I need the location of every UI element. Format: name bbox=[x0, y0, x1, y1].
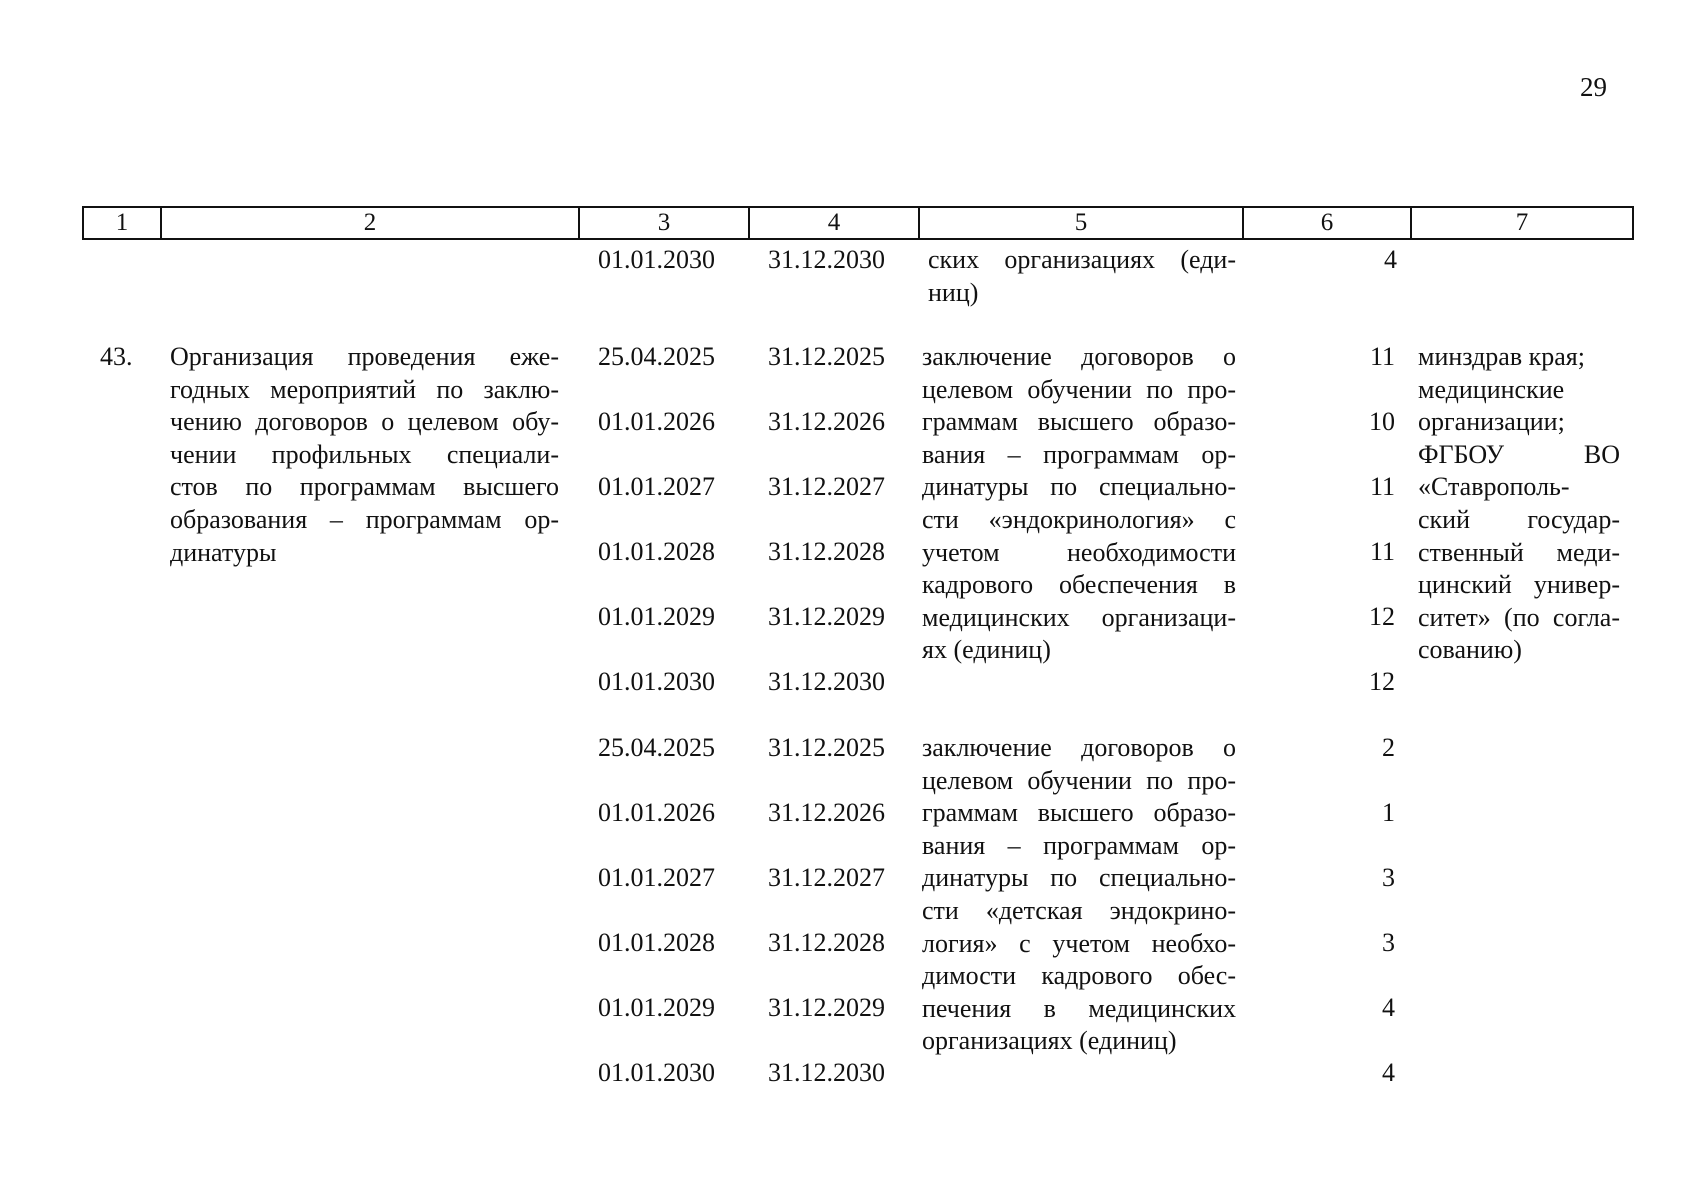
indicator-2-start-2026: 01.01.2026 bbox=[598, 798, 715, 827]
indicator-2-value-2030: 4 bbox=[1382, 1058, 1395, 1087]
indicator-2-start-2028: 01.01.2028 bbox=[598, 928, 715, 957]
item-description bbox=[170, 341, 559, 569]
text-line: граммам высшего образо- bbox=[922, 798, 1236, 828]
indicator-2-start-2027: 01.01.2027 bbox=[598, 863, 715, 892]
text-line: вания – программам ор- bbox=[922, 439, 1236, 469]
text-line: образования – программам ор- bbox=[170, 504, 559, 534]
continuation-start-date: 01.01.2030 bbox=[598, 245, 715, 274]
text-line: димости кадрового обес- bbox=[922, 961, 1236, 991]
text-line: ситет» (по согла- bbox=[1418, 602, 1620, 632]
text-line: чению договоров о целевом обу- bbox=[170, 407, 559, 437]
header-col-6: 6 bbox=[1243, 207, 1411, 239]
indicator-1-end-2026: 31.12.2026 bbox=[768, 407, 885, 436]
indicator-1-value-2026: 10 bbox=[1369, 407, 1395, 436]
indicator-2-start-2030: 01.01.2030 bbox=[598, 1058, 715, 1087]
text-line: минздрав края; bbox=[1418, 342, 1585, 371]
indicator-2-end-2027: 31.12.2027 bbox=[768, 863, 885, 892]
continuation-end-date: 31.12.2030 bbox=[768, 245, 885, 274]
header-col-7: 7 bbox=[1411, 207, 1633, 239]
text-line: логия» с учетом необхо- bbox=[922, 928, 1236, 958]
text-line: медицинские bbox=[1418, 374, 1565, 404]
indicator-1-start-2027: 01.01.2027 bbox=[598, 472, 715, 501]
indicator-1-end-2029: 31.12.2029 bbox=[768, 602, 885, 631]
indicator-1-value-2029: 12 bbox=[1369, 602, 1395, 631]
text-line: динатуры по специально- bbox=[922, 472, 1236, 502]
text-line: годных мероприятий по заклю- bbox=[170, 374, 559, 404]
indicator-1-end-2027: 31.12.2027 bbox=[768, 472, 885, 501]
header-col-5: 5 bbox=[919, 207, 1243, 239]
page-number: 29 bbox=[1580, 72, 1607, 102]
text-line: ях (единиц) bbox=[922, 635, 1051, 665]
item-number: 43. bbox=[100, 342, 133, 371]
indicator-1-start-2025: 25.04.2025 bbox=[598, 342, 715, 371]
indicator-2-end-2030: 31.12.2030 bbox=[768, 1058, 885, 1087]
text-line: вания – программам ор- bbox=[922, 830, 1236, 860]
indicator-1-start-2026: 01.01.2026 bbox=[598, 407, 715, 436]
indicator-1-start-2030: 01.01.2030 bbox=[598, 667, 715, 696]
text-line: кадрового обеспечения в bbox=[922, 570, 1236, 600]
indicator-1-end-2025: 31.12.2025 bbox=[768, 342, 885, 371]
text-line: динатуры по специально- bbox=[922, 863, 1236, 893]
indicator-1-value-2027: 11 bbox=[1369, 472, 1395, 501]
continuation-indicator-text bbox=[928, 244, 1236, 309]
indicator-2-start-2025: 25.04.2025 bbox=[598, 733, 715, 762]
text-line: стов по программам высшего bbox=[170, 472, 559, 502]
continuation-value: 4 bbox=[1384, 245, 1397, 274]
header-col-2: 2 bbox=[161, 207, 579, 239]
text-line: Организация проведения еже- bbox=[170, 342, 559, 371]
text-line: ский государ- bbox=[1418, 504, 1620, 534]
indicator-1-value-2025: 11 bbox=[1369, 342, 1395, 371]
indicator-1-value-2030: 12 bbox=[1369, 667, 1395, 696]
indicator-1-start-2028: 01.01.2028 bbox=[598, 537, 715, 566]
text-line: чении профильных специали- bbox=[170, 439, 559, 469]
text-line: динатуры bbox=[170, 537, 277, 567]
indicator-2-value-2027: 3 bbox=[1382, 863, 1395, 892]
text-line: ских организациях (еди- bbox=[928, 245, 1236, 274]
indicator-2-start-2029: 01.01.2029 bbox=[598, 993, 715, 1022]
text-line: ФГБОУ ВО bbox=[1418, 439, 1620, 469]
header-col-4: 4 bbox=[749, 207, 919, 239]
indicator-2-value-2026: 1 bbox=[1382, 798, 1395, 827]
text-line: организации; bbox=[1418, 407, 1565, 437]
text-line: граммам высшего образо- bbox=[922, 407, 1236, 437]
text-line: ниц) bbox=[928, 277, 979, 307]
header-col-1: 1 bbox=[83, 207, 161, 239]
text-line: сованию) bbox=[1418, 635, 1522, 665]
text-line: организациях (единиц) bbox=[922, 1026, 1177, 1056]
text-line: ственный меди- bbox=[1418, 537, 1620, 567]
indicator-2-end-2026: 31.12.2026 bbox=[768, 798, 885, 827]
indicator-1-end-2030: 31.12.2030 bbox=[768, 667, 885, 696]
indicator-2-value-2029: 4 bbox=[1382, 993, 1395, 1022]
text-line: печения в медицинских bbox=[922, 993, 1236, 1023]
text-line: целевом обучении по про- bbox=[922, 765, 1236, 795]
header-col-3: 3 bbox=[579, 207, 749, 239]
indicator-1-value-2028: 11 bbox=[1369, 537, 1395, 566]
text-line: заключение договоров о bbox=[922, 733, 1236, 762]
indicator-2-end-2029: 31.12.2029 bbox=[768, 993, 885, 1022]
indicator-2-end-2025: 31.12.2025 bbox=[768, 733, 885, 762]
text-line: заключение договоров о bbox=[922, 342, 1236, 371]
indicator-2-end-2028: 31.12.2028 bbox=[768, 928, 885, 957]
indicator-2-value-2028: 3 bbox=[1382, 928, 1395, 957]
text-line: цинский универ- bbox=[1418, 570, 1620, 600]
text-line: целевом обучении по про- bbox=[922, 374, 1236, 404]
indicator-2-value-2025: 2 bbox=[1382, 733, 1395, 762]
table-header bbox=[82, 206, 1634, 240]
text-line: сти «эндокринология» с bbox=[922, 504, 1236, 534]
text-line: медицинских организаци- bbox=[922, 602, 1236, 632]
indicator-1-text bbox=[922, 341, 1236, 667]
item-responsible bbox=[1418, 341, 1620, 667]
indicator-2-text bbox=[922, 732, 1236, 1058]
indicator-1-start-2029: 01.01.2029 bbox=[598, 602, 715, 631]
text-line: учетом необходимости bbox=[922, 537, 1236, 567]
text-line: «Ставрополь- bbox=[1418, 472, 1570, 502]
text-line: сти «детская эндокрино- bbox=[922, 895, 1236, 925]
indicator-1-end-2028: 31.12.2028 bbox=[768, 537, 885, 566]
